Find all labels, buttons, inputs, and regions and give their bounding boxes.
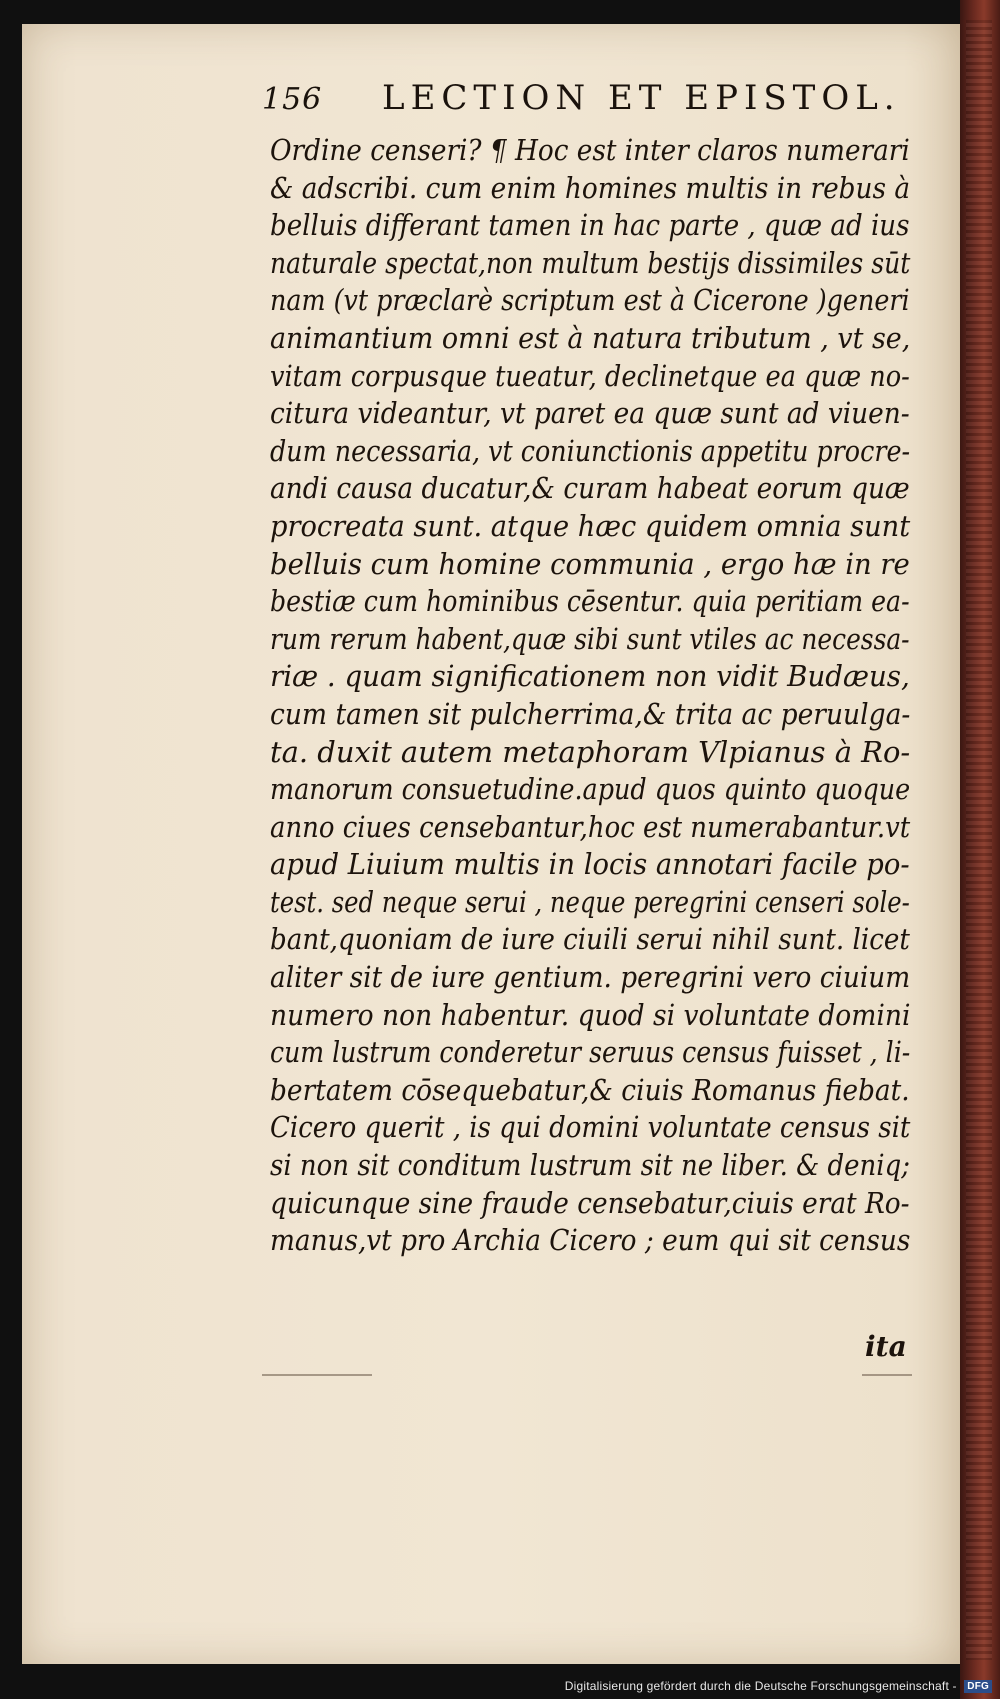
digitization-credit-text: Digitalisierung gefördert durch die Deutsche Forschungsgemeinschaft - bbox=[564, 1679, 957, 1693]
text-line: & adscribi. cum enim homines multis in rebus à bbox=[270, 170, 911, 205]
text-line: andi causa ducatur,& curam habeat eorum quæ bbox=[270, 471, 910, 506]
text-line: manus,vt pro Archia Cicero ; eum qui sit census bbox=[270, 1223, 911, 1258]
text-line: rum rerum habent,quæ sibi sunt vtiles ac necessa- bbox=[270, 621, 910, 656]
text-line: animantium omni est à natura tributum , vt se, bbox=[270, 320, 911, 355]
dfg-logo: DFG bbox=[964, 1680, 992, 1693]
text-line: bant,quoniam de iure ciuili serui nihil sunt. licet bbox=[270, 922, 910, 957]
text-line: aliter sit de iure gentium. peregrini vero ciuium bbox=[270, 960, 911, 995]
text-line: naturale spectat,non multum bestijs dissimiles sūt bbox=[270, 245, 911, 280]
bottom-rule-left bbox=[262, 1374, 372, 1376]
bottom-rule-right bbox=[862, 1374, 912, 1376]
text-line: cum lustrum conderetur seruus census fuisset , li- bbox=[270, 1035, 911, 1070]
text-line: vitam corpusque tueatur, declinetque ea quæ no- bbox=[270, 358, 910, 393]
catchword: ita bbox=[865, 1330, 907, 1363]
text-line: riæ . quam significationem non vidit Budæus, bbox=[270, 659, 910, 694]
text-line: ta. duxit autem metaphoram Vlpianus à Ro- bbox=[270, 734, 911, 769]
text-line: Cicero querit , is qui domini voluntate census sit bbox=[270, 1110, 911, 1145]
text-line: nam (vt præclarè scriptum est à Cicerone )generi bbox=[270, 283, 910, 318]
text-line: si non sit conditum lustrum sit ne liber. & deniq; bbox=[270, 1148, 911, 1183]
text-line: anno ciues censebantur,hoc est numerabantur.vt bbox=[270, 809, 911, 844]
text-line: bertatem cōsequebatur,& ciuis Romanus fiebat. bbox=[270, 1072, 910, 1107]
text-line: belluis cum homine communia , ergo hæ in re bbox=[270, 546, 910, 581]
book-binding-edge bbox=[960, 0, 1000, 1699]
text-line: Ordine censeri? ¶ Hoc est inter claros numerari bbox=[270, 133, 910, 167]
text-line: procreata sunt. atque hæc quidem omnia sunt bbox=[270, 508, 911, 543]
text-line: bestiæ cum hominibus cēsentur. quia peritiam ea- bbox=[270, 584, 910, 619]
text-line: manorum consuetudine.apud quos quinto quoque bbox=[270, 772, 911, 807]
text-line: citura videantur, vt paret ea quæ sunt ad viuen- bbox=[270, 396, 910, 431]
text-line: quicunque sine fraude censebatur,ciuis erat Ro- bbox=[270, 1185, 910, 1220]
text-line: dum necessaria, vt coniunctionis appetitu procre- bbox=[270, 433, 911, 468]
text-line: belluis differant tamen in hac parte , quæ ad ius bbox=[270, 208, 910, 243]
running-title: LECTION ET EPISTOL. bbox=[382, 78, 901, 118]
digitization-credit bbox=[565, 1679, 992, 1693]
page-header bbox=[262, 78, 902, 126]
text-line: cum tamen sit pulcherrima,& trita ac peruulga- bbox=[270, 696, 911, 731]
text-line: test. sed neque serui , neque peregrini censeri sole- bbox=[270, 884, 910, 919]
page-number: 156 bbox=[262, 82, 323, 117]
text-line: apud Liuium multis in locis annotari facile po- bbox=[270, 847, 910, 882]
text-line: numero non habentur. quod si voluntate domini bbox=[270, 997, 911, 1032]
body-text bbox=[270, 132, 910, 1260]
